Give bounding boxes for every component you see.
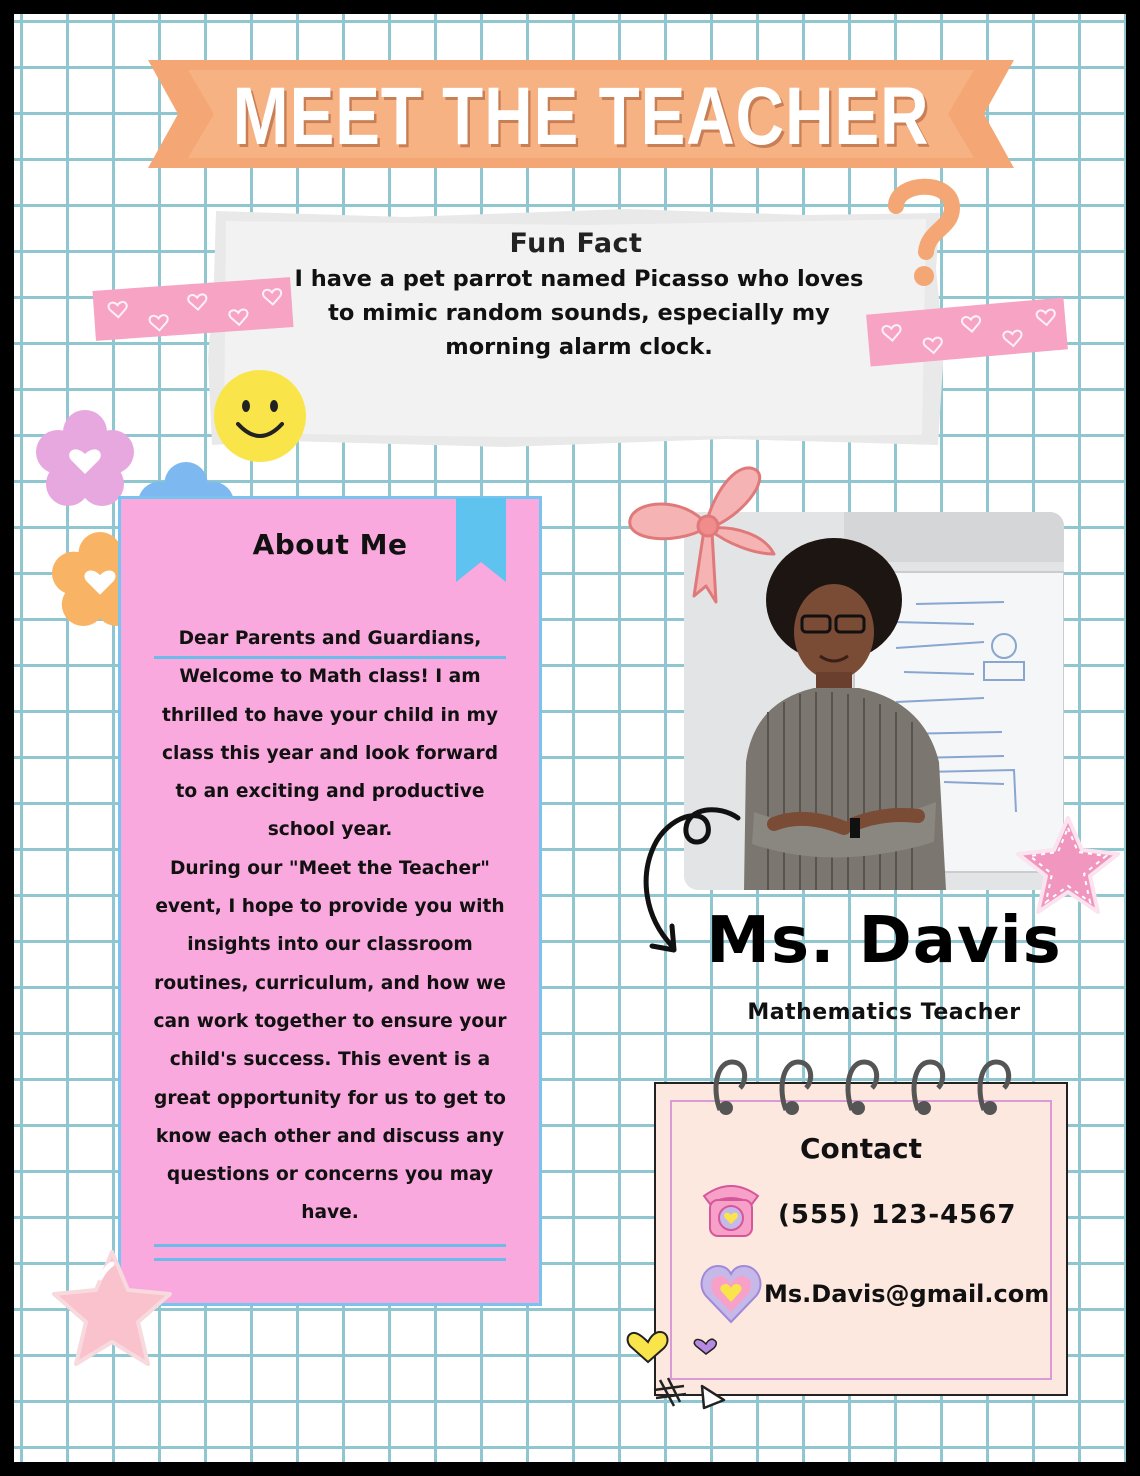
star-icon [50,1248,174,1368]
about-me-text [152,620,508,1233]
doodle-icon [622,1328,742,1414]
spiral-rings [708,1050,1028,1120]
contact-phone: (555) 123-4567 [778,1200,1017,1230]
page-title: MEET THE TEACHER [232,71,930,162]
title-banner [148,56,1014,172]
washi-tape-right [862,296,1072,368]
divider [154,1244,506,1247]
heart-icon [698,1262,764,1328]
divider [154,1258,506,1261]
about-body: Welcome to Math class! I am thrilled to have your child in my class this year and look forward to an exciting and productive school year. [161,666,499,841]
flyer-page [14,14,1126,1462]
contact-email: Ms.Davis@gmail.com [764,1280,1050,1308]
bow-icon [624,456,790,606]
about-greeting: Dear Parents and Guardians, [178,628,482,649]
fun-fact-text: I have a pet parrot named Picasso who loves to mimic random sounds, especially my morning alarm clock. [294,266,864,360]
question-mark-icon [884,176,964,292]
washi-tape-left [88,276,298,342]
teacher-role: Mathematics Teacher [747,1000,1021,1025]
flower-icon [36,410,134,508]
telephone-icon [698,1174,764,1240]
fun-fact-title: Fun Fact [509,228,643,259]
about-me-title: About Me [252,528,408,561]
smiley-icon [212,368,308,464]
star-icon [1014,812,1124,916]
divider [154,656,506,659]
teacher-name: Ms. Davis [706,904,1062,978]
about-body-2: During our "Meet the Teacher" event, I hope to provide you with insights into our classroom routines, curriculum, and how we can work together to ensure your child's success. This event is a great opportunity for us to get to know each other and discuss any questions or concerns you may have. [153,857,507,1224]
contact-title: Contact [800,1132,922,1165]
